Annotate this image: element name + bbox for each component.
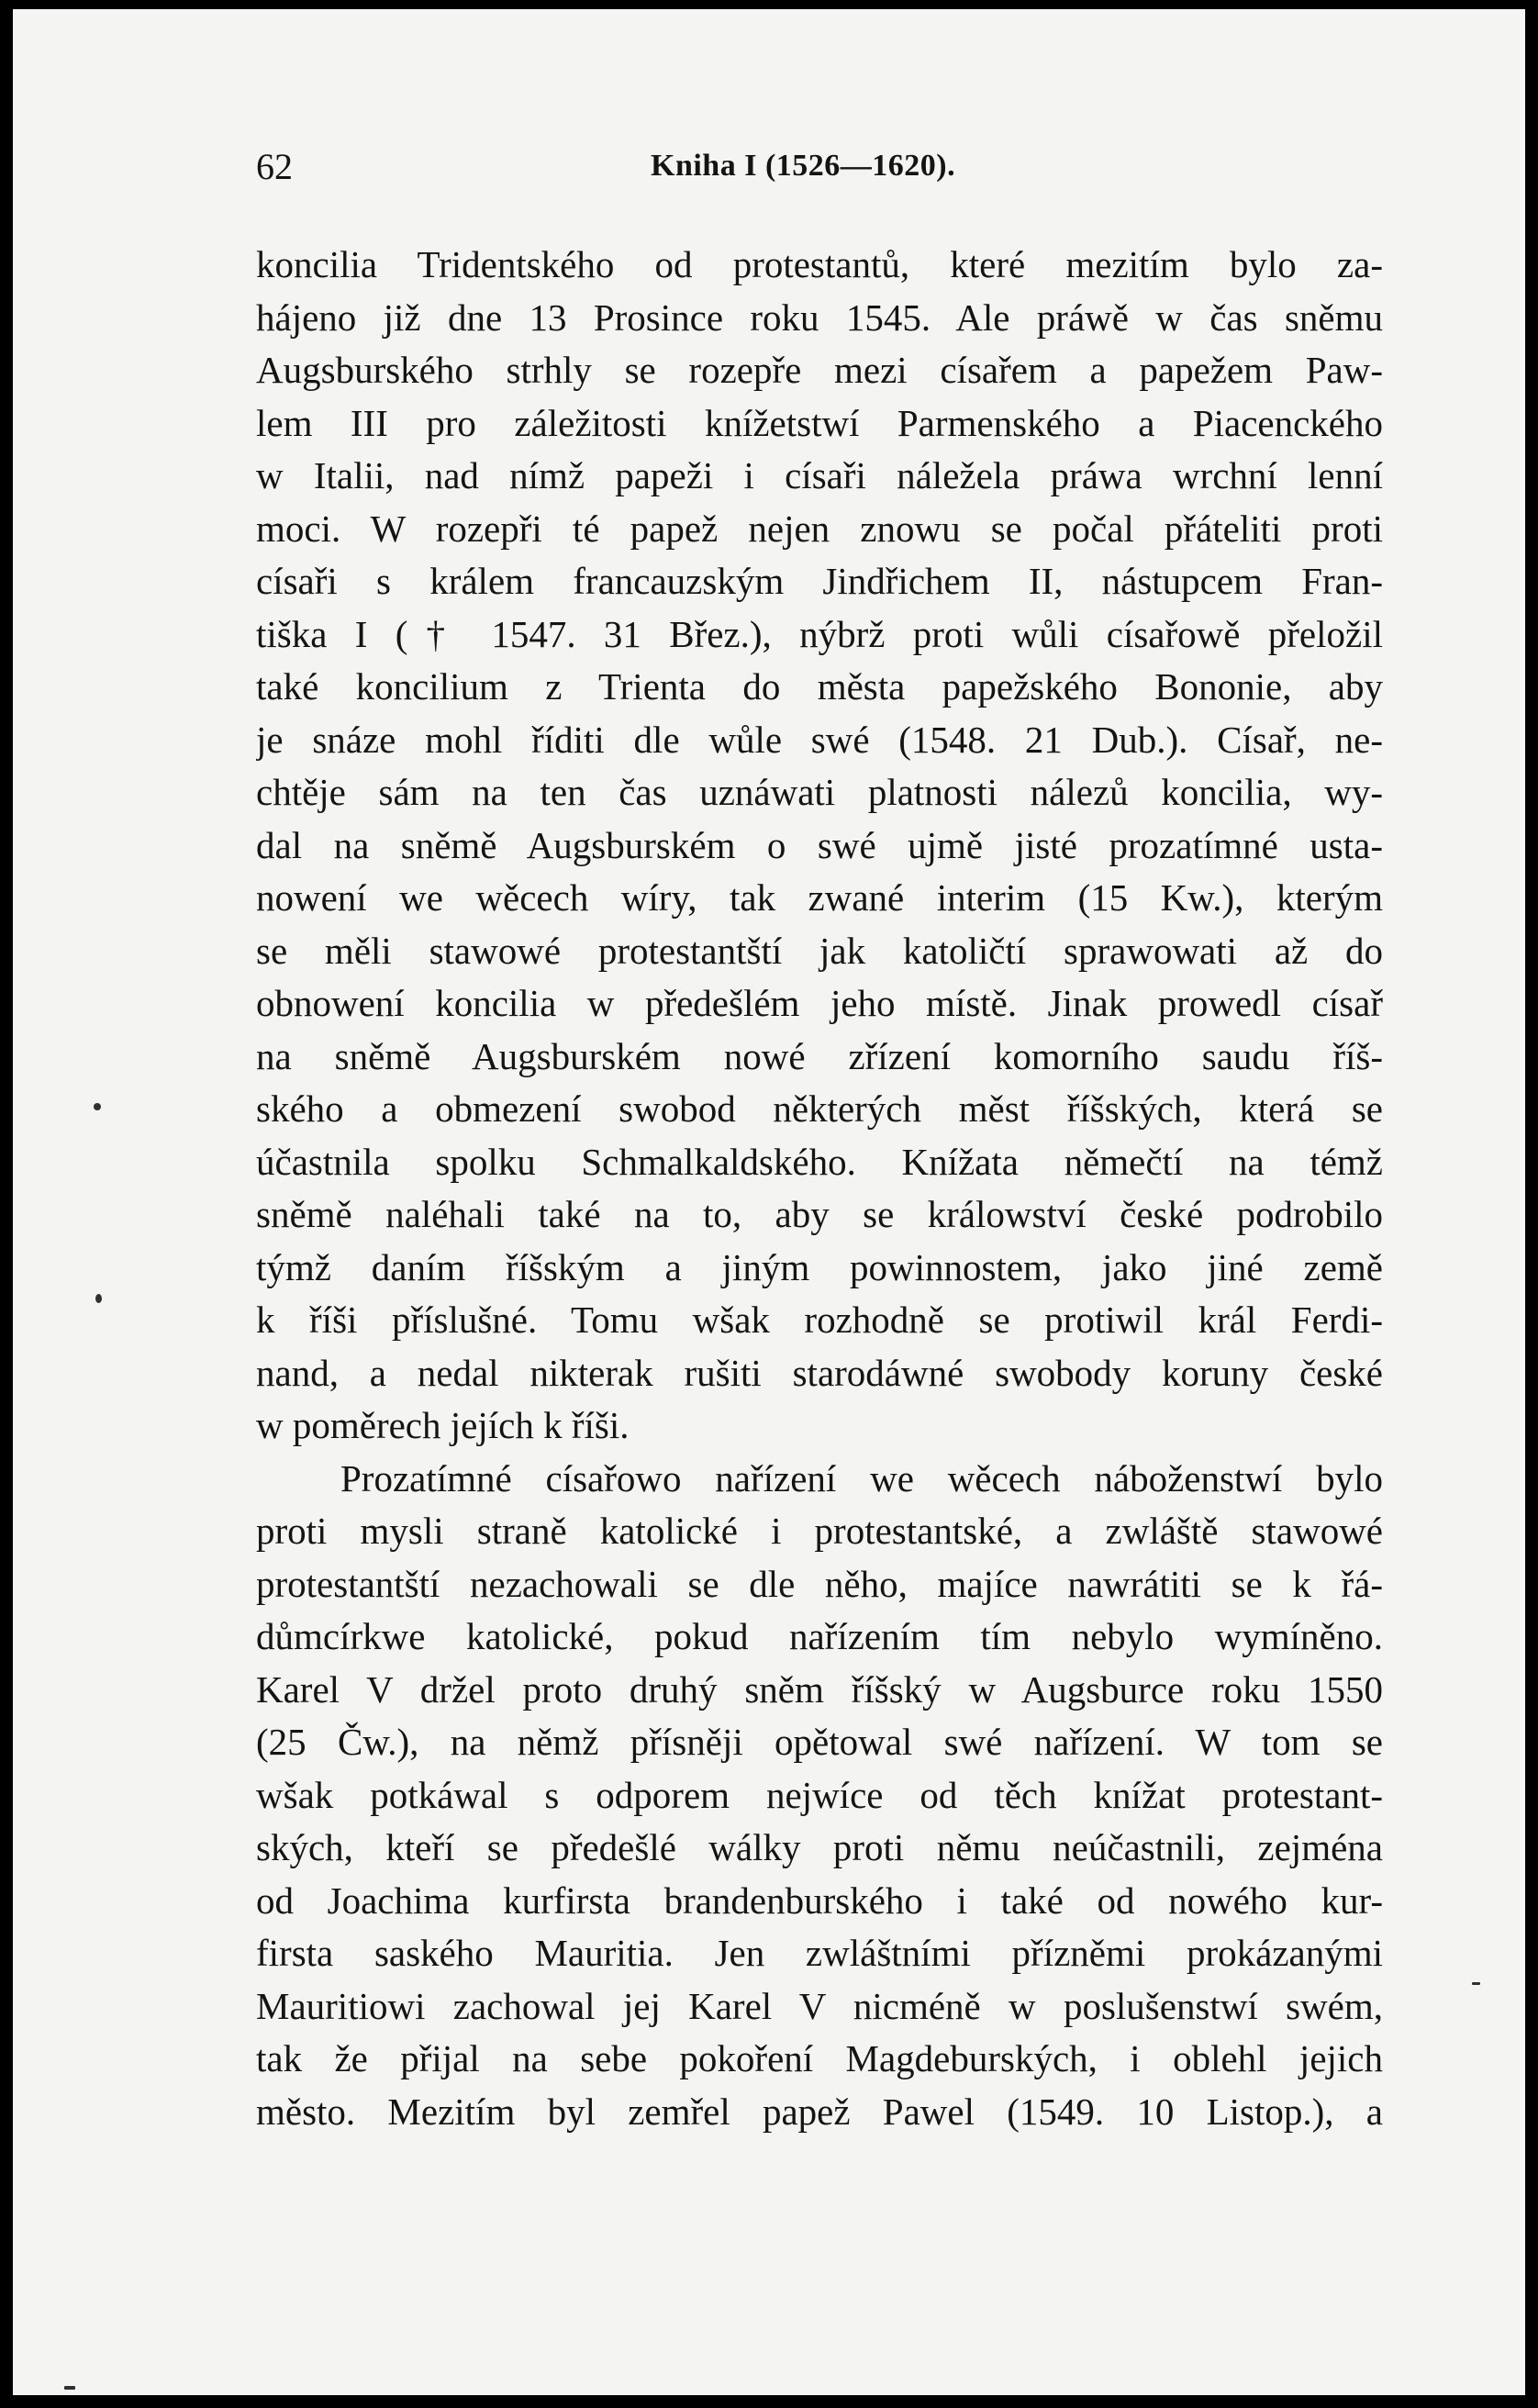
text-line: proti mysli straně katolické i protestantské, a zwláště stawowé bbox=[256, 1510, 1383, 1552]
text-line: sněmě naléhali také na to, aby se králowství české podrobilo bbox=[256, 1193, 1383, 1235]
text-line: týmž daním říšským a jiným powinnostem, jako jiné země bbox=[256, 1245, 1383, 1288]
paragraph-1 bbox=[256, 239, 1383, 1453]
text-line: protestantští nezachowali se dle něho, majíce nawrátiti se k řá- bbox=[256, 1562, 1383, 1605]
text-line: obnowení koncilia w předešlém jeho místě. Jinak prowedl císař bbox=[256, 982, 1383, 1024]
text-line: je snáze mohl říditi dle wůle swé (1548. 21 Dub.). Císař, ne- bbox=[256, 718, 1383, 761]
page-header bbox=[256, 145, 1383, 200]
text-line: se měli stawowé protestantští jak katoličtí sprawowati až do bbox=[256, 929, 1383, 972]
running-title: Kniha I (1526—1620). bbox=[651, 149, 956, 183]
text-line: w poměrech jejích k říši. bbox=[256, 1404, 630, 1446]
text-line: Mauritiowi zachowal jej Karel V nicméně w poslušenstwí swém, bbox=[256, 1984, 1383, 2027]
body-text bbox=[256, 239, 1383, 2138]
text-line: Augsburského strhly se rozepře mezi císařem a papežem Paw- bbox=[256, 349, 1383, 391]
text-line: Karel V držel proto druhý sněm říšský w Augsburce roku 1550 bbox=[256, 1667, 1383, 1711]
text-line: koncilia Tridentského od protestantů, které mezitím bylo za- bbox=[256, 243, 1383, 285]
text-line: moci. W rozepři té papež nejen znowu se počal přáteliti proti bbox=[256, 507, 1383, 550]
scan-speck bbox=[64, 2386, 75, 2390]
text-line: nowení we wěcech wíry, tak zwané interim (15 Kw.), kterým bbox=[256, 876, 1383, 919]
text-line: tiška I († 1547. 31 Břez.), nýbrž proti wůli císařowě přeložil bbox=[256, 612, 1383, 655]
text-line: účastnila spolku Schmalkaldského. Knížata němečtí na témž bbox=[256, 1140, 1383, 1183]
text-line: nand, a nedal nikterak rušiti starodáwné swobody koruny české bbox=[256, 1351, 1383, 1394]
scan-speck bbox=[94, 1103, 101, 1110]
text-line: dal na sněmě Augsburském o swé ujmě jisté prozatímné usta- bbox=[256, 823, 1383, 866]
paragraph-2 bbox=[256, 1453, 1383, 2139]
text-line: ského a obmezení swobod některých měst říšských, která se bbox=[256, 1087, 1383, 1130]
text-line: císaři s králem francauzským Jindřichem II, nástupcem Fran- bbox=[256, 560, 1383, 602]
scan-speck bbox=[95, 1294, 102, 1303]
text-line: firsta saského Mauritia. Jen zwláštními přízněmi prokázanými bbox=[256, 1932, 1383, 1974]
text-line: důmcírkwe katolické, pokud nařízením tím nebylo wymíněno. bbox=[256, 1615, 1383, 1657]
text-line: ských, kteří se předešlé wálky proti němu neúčastnili, zejména bbox=[256, 1826, 1383, 1868]
text-line: wšak potkáwal s odporem nejwíce od těch knížat protestant- bbox=[256, 1773, 1383, 1816]
text-line: také koncilium z Trienta do města papežského Bononie, aby bbox=[256, 665, 1383, 708]
text-line: chtěje sám na ten čas uznáwati platnosti nálezů koncilia, wy- bbox=[256, 771, 1383, 813]
scan-speck bbox=[1472, 1982, 1480, 1985]
text-line: tak že přijal na sebe pokoření Magdeburských, i oblehl jejich bbox=[256, 2037, 1383, 2079]
text-line: lem III pro záležitosti knížetstwí Parmenského a Piacenckého bbox=[256, 401, 1383, 444]
text-line: (25 Čw.), na němž přísněji opětowal swé nařízení. W tom se bbox=[256, 1721, 1383, 1763]
text-line: na sněmě Augsburském nowé zřízení komorního saudu říš- bbox=[256, 1034, 1383, 1077]
text-line: w Italii, nad nímž papeži i císaři náležela práwa wrchní lenní bbox=[256, 454, 1383, 496]
text-line: k říši příslušné. Tomu wšak rozhodně se protiwil král Ferdi- bbox=[256, 1299, 1383, 1341]
text-line: Prozatímné císařowo nařízení we wěcech náboženstwí bylo bbox=[340, 1456, 1383, 1499]
page-number: 62 bbox=[256, 146, 293, 187]
text-line: hájeno již dne 13 Prosince roku 1545. Ale práwě w čas sněmu bbox=[256, 295, 1383, 339]
text-line: město. Mezitím byl zemřel papež Pawel (1549. 10 Listop.), a bbox=[256, 2090, 1383, 2133]
text-line: od Joachima kurfirsta brandenburského i také od nowého kur- bbox=[256, 1878, 1383, 1922]
book-page bbox=[13, 9, 1525, 2395]
